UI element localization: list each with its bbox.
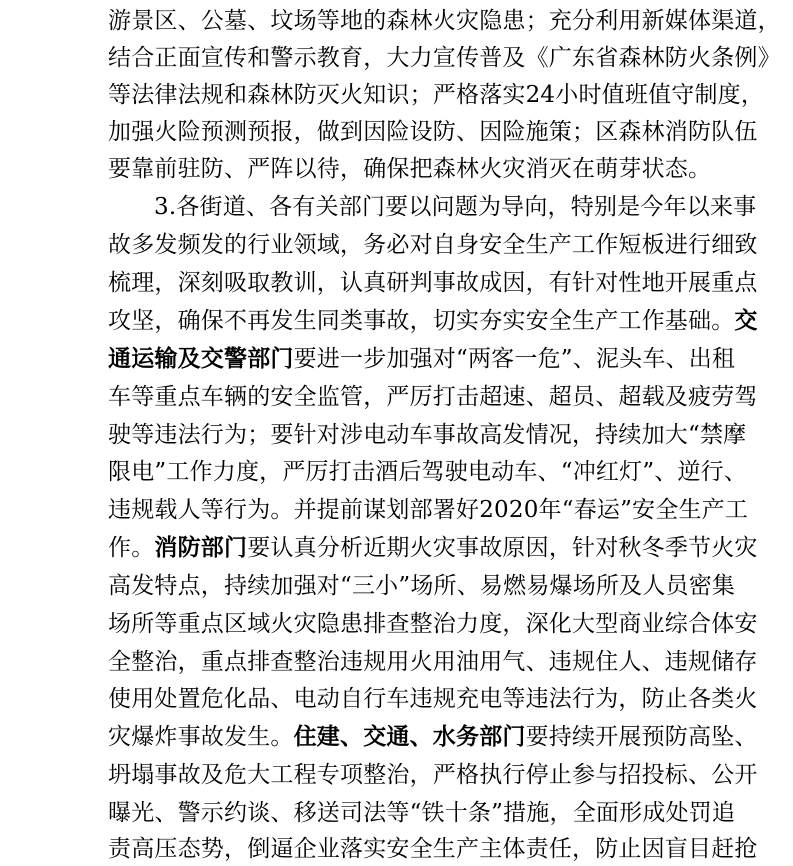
text-run: 游景区、公墓、坟场等地的森林火灾隐患；充分利用新媒体渠道， [108, 8, 781, 34]
text-line [108, 342, 735, 376]
text-run: 要靠前驻防、严阵以待，确保把森林火灾消灭在萌芽状态。 [108, 156, 712, 182]
text-run: 场所等重点区域火灾隐患排查整治力度，深化大型商业综合体安 [108, 611, 758, 637]
text-line [108, 228, 758, 262]
text-run: 违规载人等行为。并提前谋划部署好2020年“春运”安全生产工 [108, 497, 749, 523]
text-run: 3.各街道、各有关部门要以问题为导向，特别是今年以来事 [154, 194, 757, 220]
text-run: 结合正面宣传和警示教育，大力宣传普及《广东省森林防火条例》 [108, 45, 781, 71]
text-run: 加强火险预测预报，做到因险设防、因险施策；区森林消防队伍 [108, 119, 758, 145]
text-line [154, 190, 756, 224]
text-line [108, 645, 758, 679]
text-line [108, 266, 758, 300]
text-run: 使用处置危化品、电动自行车违规充电等违法行为，防止各类火 [108, 686, 758, 712]
text-run: 责高压态势，倒逼企业落实安全生产主体责任，防止因盲目赶抢 [108, 836, 758, 862]
text-line [108, 380, 758, 414]
text-run: 作。 [108, 535, 155, 561]
bold-text-run: 通运输及交警部门 [108, 346, 294, 372]
text-run: 全整治，重点排查整治违规用火用油用气、违规住人、违规储存 [108, 649, 758, 675]
text-run: 曝光、警示约谈、移送司法等“铁十条”措施，全面形成处罚追 [108, 800, 736, 826]
text-run: 故多发频发的行业领域，务必对自身安全生产工作短板进行细致 [108, 232, 758, 258]
text-line [108, 607, 758, 641]
text-line [108, 796, 735, 830]
text-line [108, 493, 748, 527]
text-run: 要进一步加强对“两客一危”、泥头车、出租 [293, 346, 736, 372]
bold-text-run: 交 [734, 308, 758, 334]
bold-text-run: 住建、交通、水务部门 [293, 724, 526, 750]
text-run: 灾爆炸事故发生。 [108, 724, 294, 750]
text-line [108, 682, 758, 716]
text-run: 驶等违法行为；要针对涉电动车事故高发情况，持续加大“禁摩 [108, 422, 747, 448]
text-line [108, 569, 735, 603]
text-run: 车等重点车辆的安全监管，严厉打击超速、超员、超载及疲劳驾 [108, 384, 758, 410]
text-line [108, 455, 747, 489]
text-run: 等法律法规和森林防灭火知识；严格落实24小时值班值守制度， [108, 82, 765, 108]
text-run: 限电”工作力度，严厉打击酒后驾驶电动车、“冲红灯”、逆行、 [108, 459, 748, 485]
text-line [108, 418, 746, 452]
text-line [108, 531, 758, 565]
text-line [108, 41, 781, 75]
text-run: 坍塌事故及危大工程专项整治，严格执行停止参与招投标、公开 [108, 762, 758, 788]
text-line [108, 304, 758, 338]
text-line [108, 758, 758, 792]
text-run: 攻坚，确保不再发生同类事故，切实夯实安全生产工作基础。 [108, 308, 735, 334]
text-line [108, 832, 758, 866]
text-run: 要认真分析近期火灾事故原因，针对秋冬季节火灾 [247, 535, 758, 561]
text-line [108, 115, 758, 149]
text-run: 要持续开展预防高坠、 [525, 724, 758, 750]
text-line [108, 4, 781, 38]
text-run: 梳理，深刻吸取教训，认真研判事故成因，有针对性地开展重点 [108, 270, 758, 296]
bold-text-run: 消防部门 [154, 535, 248, 561]
text-run: 高发特点，持续加强对“三小”场所、易燃易爆场所及人员密集 [108, 573, 736, 599]
text-line [108, 78, 764, 112]
text-line [108, 152, 711, 186]
text-line [108, 720, 758, 754]
